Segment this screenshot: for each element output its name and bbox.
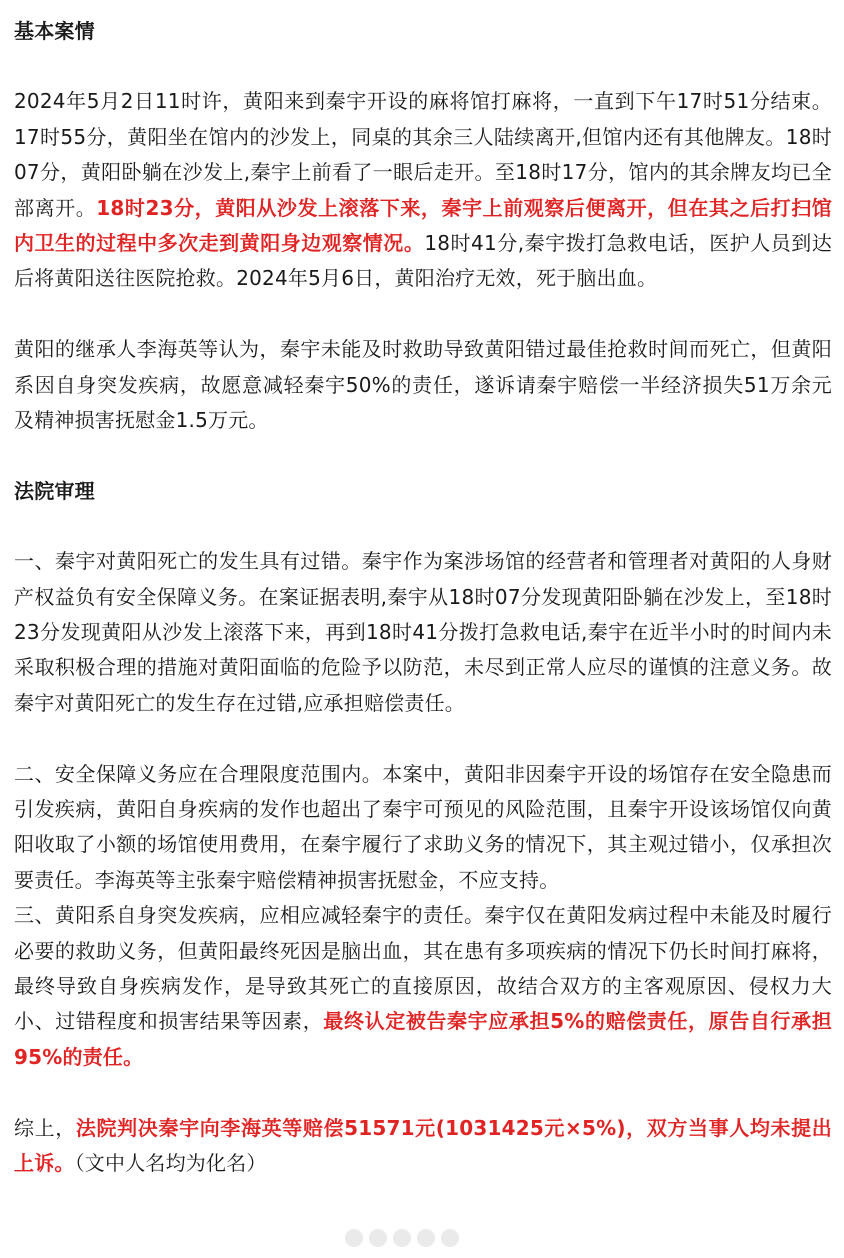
section-heading-case-facts: 基本案情 [14,19,95,43]
court-point-three-text: 三、黄阳系自身突发疾病，应相应减轻秦宇的责任。秦宇仅在黄阳发病过程中未能及时履行必要的救助义务，但黄阳最终死因是脑出血，其在患有多项疾病的情况下仍长时间打麻将，最终导致自身疾病发作，是导致其死亡的直接原因，故结合双方的主客观原因、侵权力大小、过错程度和损害结果等因素， [14,903,832,1034]
watermark-dot-icon [369,1229,387,1247]
heirs-claim-paragraph: 黄阳的继承人李海英等认为，秦宇未能及时救助导致黄阳错过最佳抢救时间而死亡，但黄阳系因自身突发疾病，故愿意减轻秦宇50%的责任，遂诉请秦宇赔偿一半经济损失51万余元及精神损害抚慰金1.5万元。 [14,337,832,433]
conclusion-highlight: 法院判决秦宇向李海英等赔偿51571元(1031425元×5%)，双方当事人均未提出上诉。 [14,1115,832,1176]
paragraph-gap [14,297,832,332]
paragraph-gap [14,49,832,84]
watermark-dot-icon [393,1229,411,1247]
court-point-three [14,898,832,1075]
paragraph-gap [14,1075,832,1110]
case-facts-highlight: 18时23分，黄阳从沙发上滚落下来，秦宇上前观察后便离开，但在其之后打扫馆内卫生的过程中多次走到黄阳身边观察情况。 [14,195,832,256]
paragraph-gap [14,509,832,544]
case-facts-text-2: 18时41分,秦宇拨打急救电话，医护人员到达后将黄阳送往医院抢救。2024年5月6日，黄阳治疗无效，死于脑出血。 [14,231,833,291]
court-point-one: 一、秦宇对黄阳死亡的发生具有过错。秦宇作为案涉场馆的经营者和管理者对黄阳的人身财产权益负有安全保障义务。在案证据表明,秦宇从18时07分发现黄阳卧躺在沙发上，至18时23分发现黄阳从沙发上滚落下来，再到18时41分拨打急救电话,秦宇在近半小时的时间内未采取积极合理的措施对黄阳面临的危险予以防范，未尽到正常人应尽的谨慎的注意义务。故秦宇对黄阳死亡的发生存在过错,应承担赔偿责任。 [14,549,832,715]
article [14,14,832,1182]
case-facts-text-1: 2024年5月2日11时许，黄阳来到秦宇开设的麻将馆打麻将，一直到下午17时51分结束。17时55分，黄阳坐在馆内的沙发上，同桌的其余三人陆续离开,但馆内还有其他牌友。18时07分，黄阳卧躺在沙发上,秦宇上前看了一眼后走开。至18时17分，馆内的其余牌友均已全部离开。 [14,89,832,220]
conclusion-intro: 综上， [14,1115,76,1140]
conclusion-paragraph [14,1111,832,1182]
conclusion-note: （文中人名均为化名） [74,1151,267,1176]
paragraph-gap [14,721,832,756]
section-heading-court-review: 法院审理 [14,478,95,503]
watermark-dot-icon [417,1229,435,1247]
watermark-dot-icon [345,1229,363,1247]
paragraph-gap [14,438,832,473]
court-point-two: 二、安全保障义务应在合理限度范围内。本案中，黄阳非因秦宇开设的场馆存在安全隐患而引发疾病，黄阳自身疾病的发作也超出了秦宇可预见的风险范围，且秦宇开设该场馆仅向黄阳收取了小额的场馆使用费用，在秦宇履行了求助义务的情况下，其主观过错小，仅承担次要责任。李海英等主张秦宇赔偿精神损害抚慰金，不应支持。 [14,761,832,892]
watermark [345,1224,495,1252]
watermark-dot-icon [441,1229,459,1247]
court-point-three-highlight: 最终认定被告秦宇应承担5%的赔偿责任，原告自行承担95%的责任。 [14,1009,832,1069]
case-facts-paragraph [14,84,832,296]
